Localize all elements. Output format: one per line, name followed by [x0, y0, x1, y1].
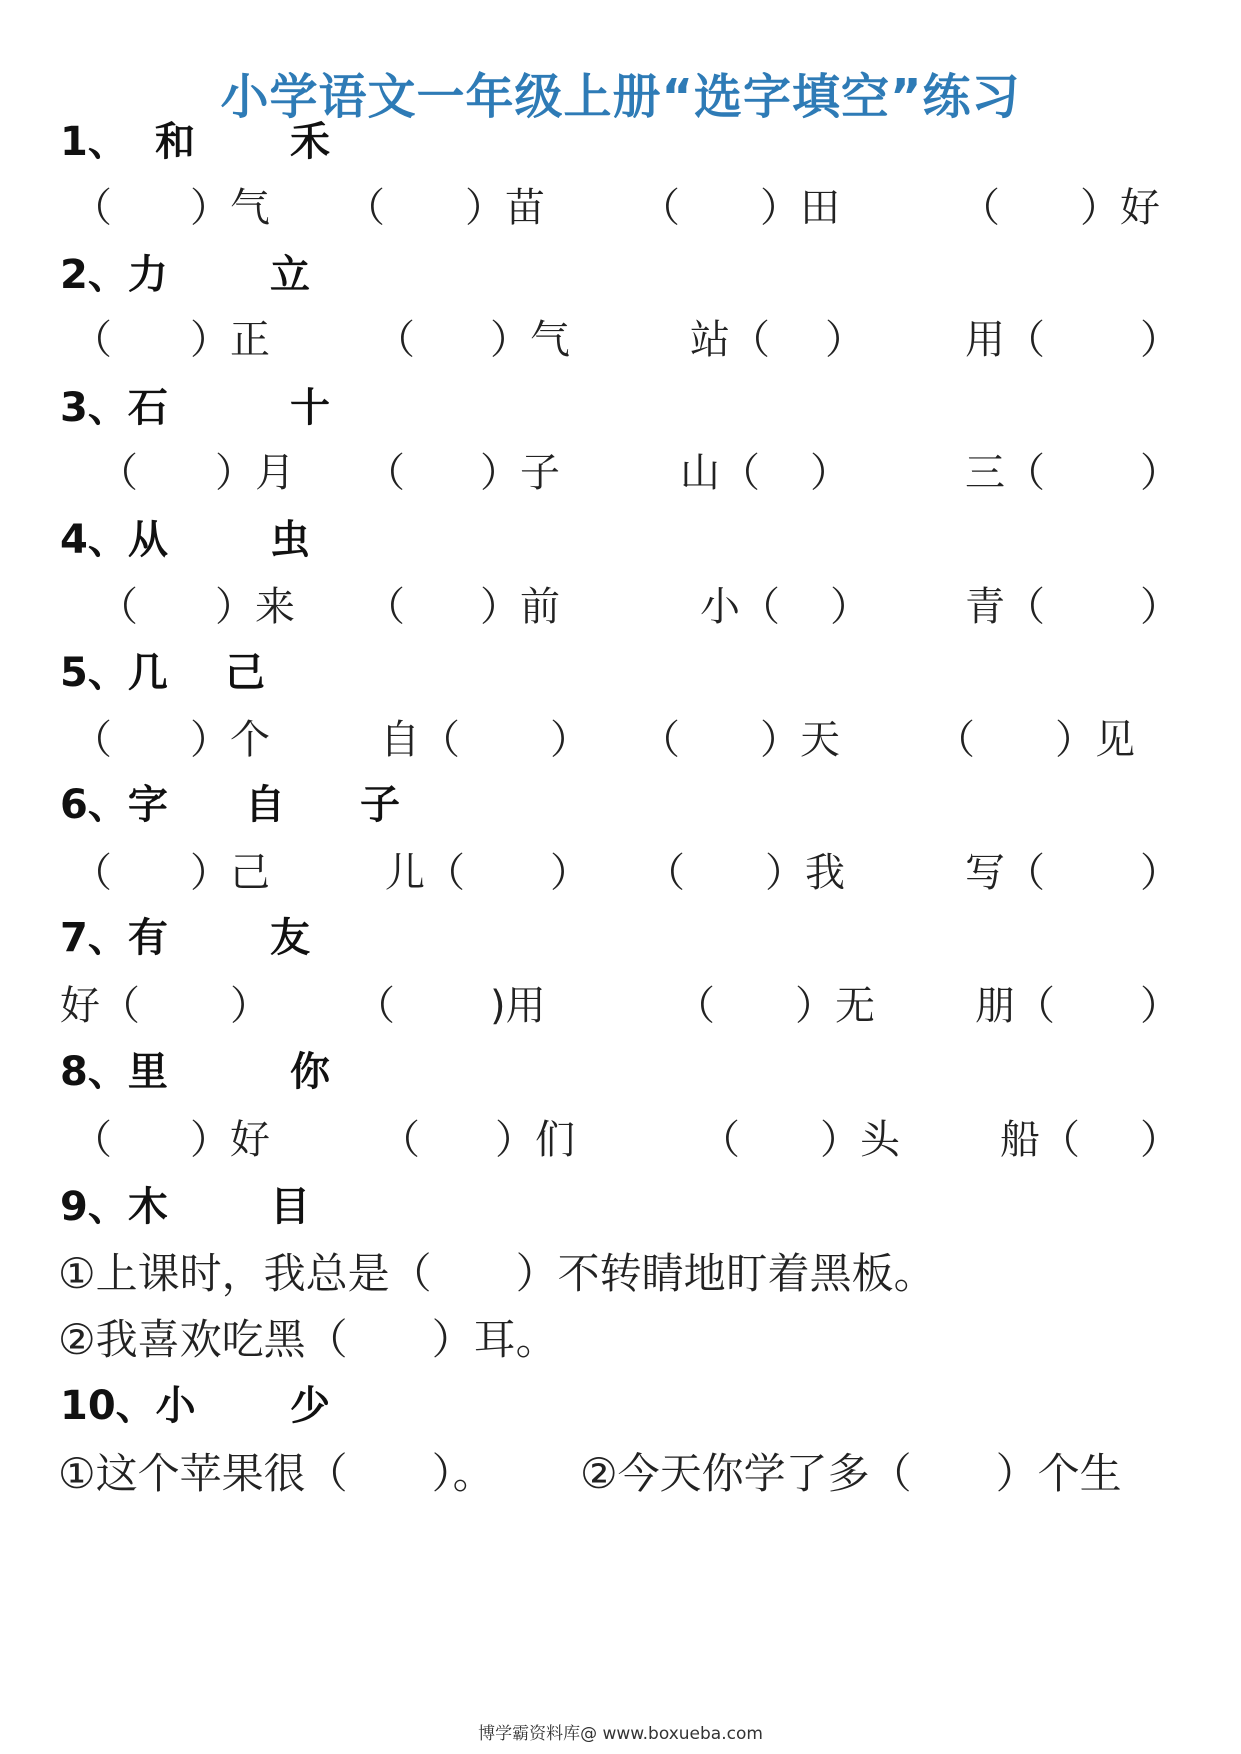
question-1-heading-part: 和 [155, 119, 195, 165]
question-5-blank-item: （ [72, 717, 112, 763]
question-7-heading-part: 7、有 [60, 915, 168, 961]
question-1-blank-item: ）气 [190, 185, 270, 231]
question-6-blank-item: ） [550, 850, 590, 896]
question-4-blank-item: ）前 [480, 584, 560, 630]
question-8-blank-item: 船（ [1000, 1117, 1080, 1163]
question-4-heading-part: 4、从 [60, 517, 168, 563]
question-9-heading-part: 9、木 [60, 1184, 168, 1230]
question-10-heading-part: 少 [290, 1383, 330, 1429]
question-5-blank-item: ）见 [1055, 717, 1135, 763]
question-3-blank-item: ） [1140, 450, 1180, 496]
question-6-blank-item: 儿（ [385, 850, 465, 896]
question-1-blank-item: （ [345, 185, 385, 231]
question-6-blank-item: （ [645, 850, 685, 896]
question-5-heading-part: 己 [225, 650, 265, 696]
question-4-blank-item: ） [830, 584, 870, 630]
question-6-heading-part: 自 [245, 782, 285, 828]
question-3-heading-part: 十 [290, 385, 330, 431]
question-1-blank-item: ）田 [760, 185, 840, 231]
question-8-blank-item: ）头 [820, 1117, 900, 1163]
question-8-blank-item: ） [1140, 1117, 1180, 1163]
question-1-blank-item: （ [640, 185, 680, 231]
question-9-blank-item: ②我喜欢吃黑（ ）耳。 [58, 1315, 558, 1364]
question-3-blank-item: ）月 [215, 450, 295, 496]
question-8-blank-item: （ [72, 1117, 112, 1163]
question-2-blank-item: ） [825, 317, 865, 363]
question-2-blank-item: （ [72, 317, 112, 363]
question-4-blank-item: 青（ [965, 584, 1045, 630]
question-3-blank-item: 山（ [680, 450, 760, 496]
question-4-blank-item: （ [98, 584, 138, 630]
question-4-blank-item: ） [1140, 584, 1180, 630]
question-5-blank-item: 自（ [380, 717, 460, 763]
question-2-blank-item: 站（ [690, 317, 770, 363]
question-3-blank-item: ） [810, 450, 850, 496]
question-8-blank-item: ）们 [495, 1117, 575, 1163]
question-10-blank-item: ①这个苹果很（ ）。 [58, 1449, 495, 1498]
question-6-heading-part: 6、字 [60, 782, 168, 828]
question-7-blank-item: ） [230, 983, 270, 1029]
question-10-heading-part: 10、小 [60, 1383, 196, 1429]
question-9-heading-part: 目 [270, 1184, 310, 1230]
question-8-heading-part: 8、里 [60, 1049, 168, 1095]
footer-watermark: 博学霸资料库@ www.boxueba.com [478, 1724, 763, 1744]
question-6-heading-part: 子 [360, 782, 400, 828]
question-5-heading-part: 5、几 [60, 650, 168, 696]
question-5-blank-item: ）天 [760, 717, 840, 763]
question-6-blank-item: ） [1140, 850, 1180, 896]
question-8-blank-item: （ [380, 1117, 420, 1163]
worksheet-title: 小学语文一年级上册“选字填空”练习 [220, 69, 1021, 125]
question-1-blank-item: ）苗 [465, 185, 545, 231]
question-3-blank-item: （ [98, 450, 138, 496]
question-7-heading-part: 友 [270, 915, 310, 961]
question-2-blank-item: ）气 [490, 317, 570, 363]
question-3-blank-item: （ [365, 450, 405, 496]
question-10-blank-item: ②今天你学了多（ ）个生 [580, 1449, 1122, 1498]
question-6-blank-item: ）己 [190, 850, 270, 896]
question-3-blank-item: ）子 [480, 450, 560, 496]
question-4-blank-item: ）来 [215, 584, 295, 630]
question-2-heading-part: 2、力 [60, 252, 168, 298]
question-4-blank-item: 小（ [700, 584, 780, 630]
question-1-blank-item: （ [960, 185, 1000, 231]
question-1-blank-item: （ [72, 185, 112, 231]
question-5-blank-item: （ [640, 717, 680, 763]
question-7-blank-item: ）无 [795, 983, 875, 1029]
question-8-blank-item: （ [700, 1117, 740, 1163]
question-7-blank-item: （ [355, 983, 395, 1029]
question-8-blank-item: ）好 [190, 1117, 270, 1163]
question-1-blank-item: ）好 [1080, 185, 1160, 231]
question-2-blank-item: 用（ [965, 317, 1045, 363]
question-2-blank-item: ）正 [190, 317, 270, 363]
question-2-blank-item: （ [375, 317, 415, 363]
question-4-heading-part: 虫 [270, 517, 310, 563]
question-4-blank-item: （ [365, 584, 405, 630]
question-2-heading-part: 立 [270, 252, 310, 298]
question-8-heading-part: 你 [290, 1049, 330, 1095]
question-7-blank-item: )用 [490, 983, 546, 1029]
question-3-heading-part: 3、石 [60, 385, 168, 431]
question-7-blank-item: （ [675, 983, 715, 1029]
question-1-heading-part: 禾 [290, 119, 330, 165]
question-5-blank-item: （ [935, 717, 975, 763]
question-7-blank-item: ） [1140, 983, 1180, 1029]
question-3-blank-item: 三（ [965, 450, 1045, 496]
question-2-blank-item: ） [1140, 317, 1180, 363]
question-7-blank-item: 好（ [60, 983, 140, 1029]
question-7-blank-item: 朋（ [975, 983, 1055, 1029]
question-5-blank-item: ）个 [190, 717, 270, 763]
question-5-blank-item: ） [550, 717, 590, 763]
question-1-heading-part: 1、 [60, 119, 128, 165]
question-6-blank-item: ）我 [765, 850, 845, 896]
question-9-blank-item: ①上课时，我总是（ ）不转睛地盯着黑板。 [58, 1249, 936, 1298]
question-6-blank-item: 写（ [965, 850, 1045, 896]
question-6-blank-item: （ [72, 850, 112, 896]
